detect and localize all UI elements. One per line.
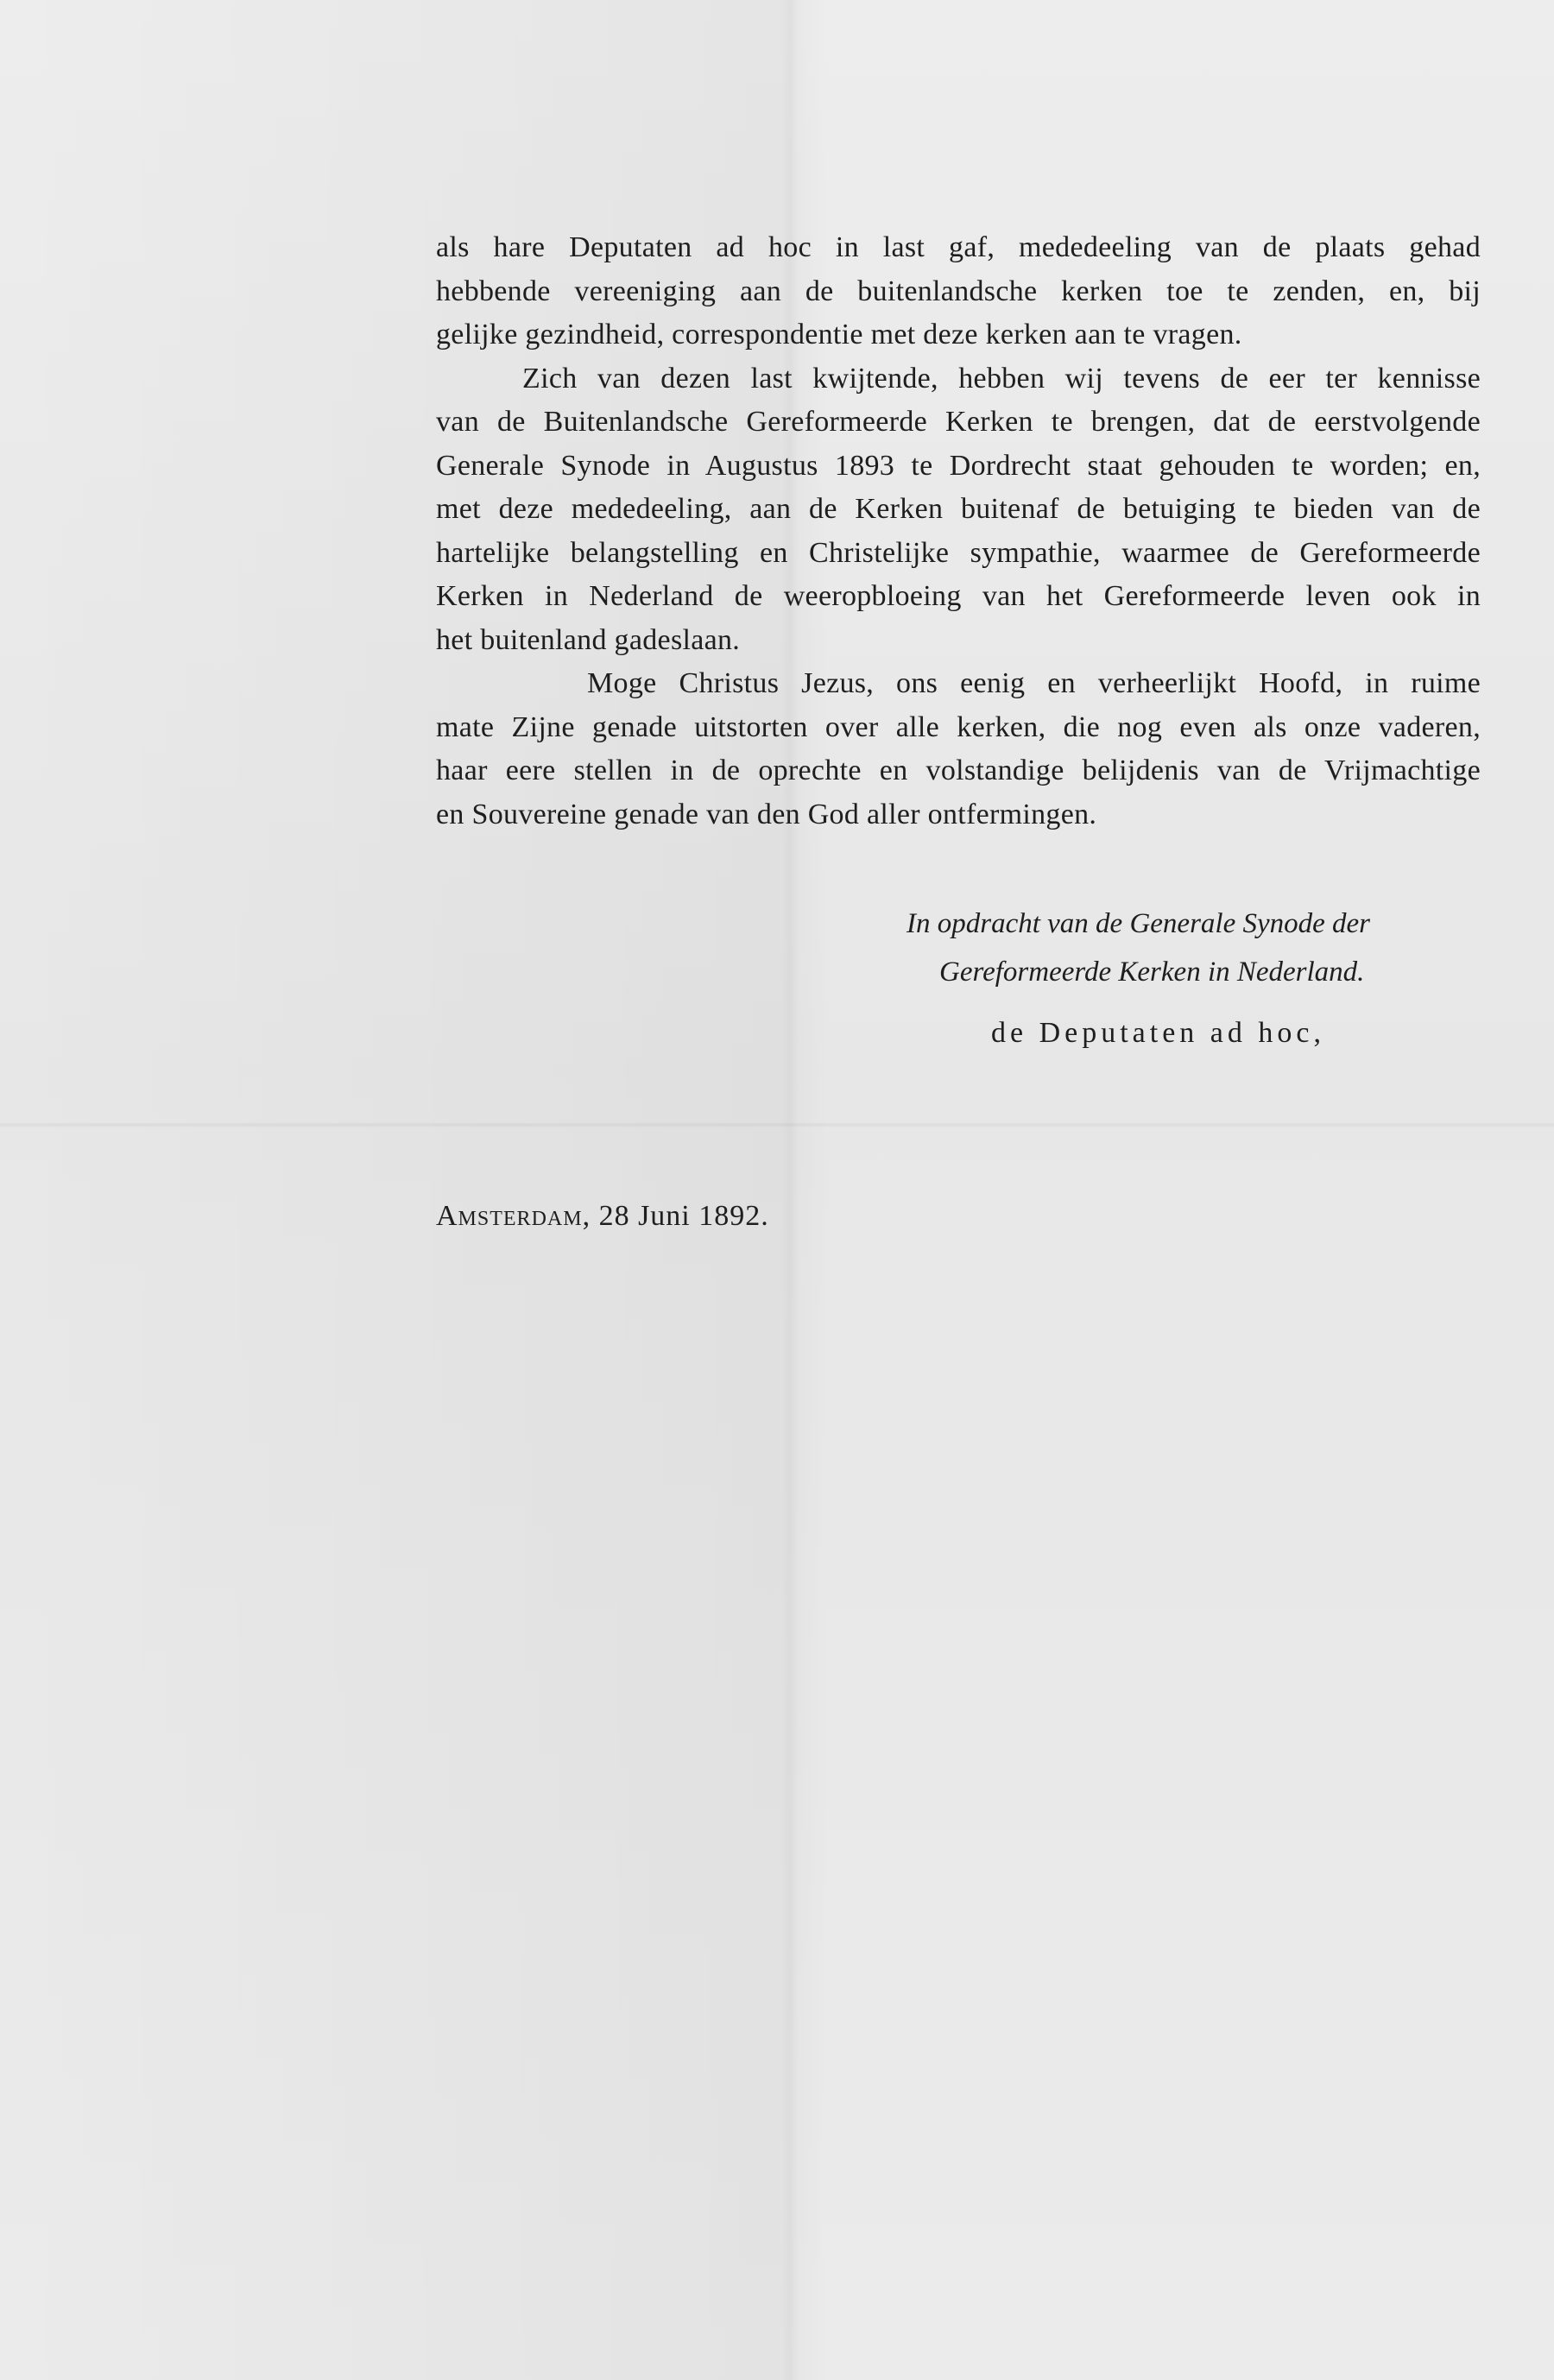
body-line: mate Zijne genade uitstorten over alle kerken, die nog even als onze vaderen, xyxy=(436,710,1481,743)
body-line: Zich van dezen last kwijtende, hebben wij tevens de eer ter kennisse xyxy=(522,362,1481,395)
body-line: het buitenland gadeslaan. xyxy=(436,623,741,656)
body-line: met deze mededeeling, aan de Kerken buitenaf de betuiging te bieden van de xyxy=(436,493,1481,525)
signoff-line-1: In opdracht van de Generale Synode der xyxy=(906,908,1371,939)
body-line: Generale Synode in Augustus 1893 te Dordrecht staat gehouden te worden; en, xyxy=(436,449,1481,482)
dateline-date: 28 Juni 1892. xyxy=(598,1200,769,1232)
body-line: hebbende vereeniging aan de buitenlandsche kerken toe te zenden, en, bij xyxy=(436,275,1481,307)
body-line: en Souvereine genade van den God aller ontfermingen. xyxy=(436,798,1097,830)
dateline xyxy=(436,1200,769,1233)
body-line: van de Buitenlandsche Gereformeerde Kerken te brengen, dat de eerstvolgende xyxy=(436,406,1481,438)
body-line: gelijke gezindheid, correspondentie met deze kerken aan te vragen. xyxy=(436,319,1242,350)
body-line: hartelijke belangstelling en Christelijke sympathie, waarmee de Gereformeerde xyxy=(436,536,1481,569)
signoff-deputaten: de Deputaten ad hoc, xyxy=(991,1017,1325,1049)
dateline-place: Amsterdam, xyxy=(436,1200,591,1232)
body-line: haar eere stellen in de oprechte en volstandige belijdenis van de Vrijmachtige xyxy=(436,754,1481,786)
body-line: als hare Deputaten ad hoc in last gaf, mededeeling van de plaats gehad xyxy=(436,231,1481,263)
paper-fold xyxy=(0,1122,1554,1127)
body-line: Moge Christus Jezus, ons eenig en verheerlijkt Hoofd, in ruime xyxy=(587,667,1481,699)
letter-body xyxy=(436,226,1481,836)
signoff-line-2: Gereformeerde Kerken in Nederland. xyxy=(939,956,1365,988)
body-line: Kerken in Nederland de weeropbloeing van het Gereformeerde leven ook in xyxy=(436,580,1481,612)
